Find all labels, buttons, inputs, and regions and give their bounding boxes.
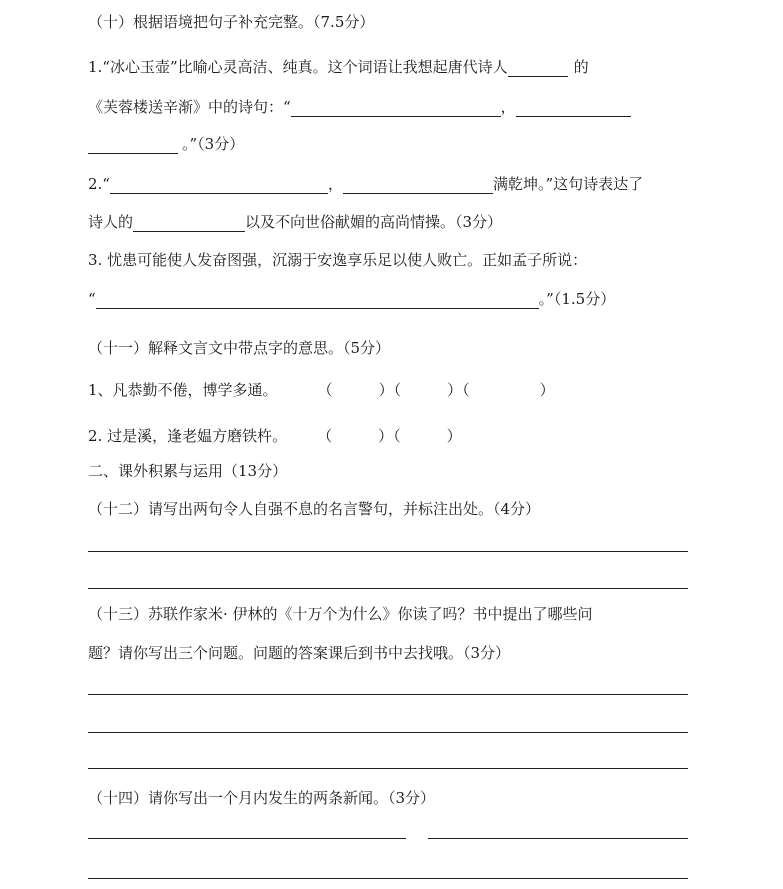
q11-1-paren2-close: ） [447,381,463,399]
verse-blank-4[interactable] [110,179,328,194]
q11-1-paren1-open: （ [317,381,333,399]
q11-2-paren2-close: ） [446,427,462,445]
answer-line-14-1a[interactable] [88,838,406,839]
q10-1-text: 1.“冰心玉壶”比喻心灵高洁、纯真。这个词语让我想起唐代诗人 [88,58,508,76]
q10-1-comma: ， [500,98,516,116]
q10-1-de: 的 [573,58,589,76]
q10-3-line1: 3. 忧患可能使人发奋图强，沉溺于安逸享乐足以使人败亡。正如孟子所说： [88,251,588,269]
q10-1-end: 。”（3分） [182,135,245,153]
section-10-title: （十）根据语境把句子补充完整。（7.5分） [88,13,375,31]
part-2-title: 二、课外积累与运用（13分） [88,462,288,480]
mencius-blank[interactable] [96,294,539,309]
q10-2-line1 [88,174,643,194]
q10-1-line3 [88,134,244,154]
q10-2-mid: 满乾坤。”这句诗表达了 [493,175,644,193]
answer-line-13-1[interactable] [88,694,688,695]
answer-line-14-1b[interactable] [428,838,688,839]
section-13-line1: （十三）苏联作家米· 伊林的《十万个为什么》你读了吗？书中提出了哪些问 [88,605,593,623]
q10-2-rest: 以及不向世俗献媚的高尚情操。（3分） [245,213,503,231]
answer-line-13-3[interactable] [88,768,688,769]
q11-2 [88,426,462,446]
q11-2-paren1-close: ） [378,427,394,445]
answer-line-12-1[interactable] [88,551,688,552]
q11-1-paren3-open: （ [462,381,470,399]
q11-1-paren3-close: ） [539,381,555,399]
section-11-title: （十一）解释文言文中带点字的意思。（5分） [88,339,391,357]
answer-line-13-2[interactable] [88,732,688,733]
answer-line-14-2[interactable] [88,878,688,879]
q10-1-line2 [88,97,631,117]
q10-1-line1 [88,57,589,77]
q10-3-line2 [88,289,615,309]
q10-2-open: 2.“ [88,175,110,193]
answer-line-12-2[interactable] [88,588,688,589]
section-13-line2: 题？请你写出三个问题。问题的答案课后到书中去找哦。（3分） [88,644,511,662]
q10-3-end: 。”（1.5分） [538,290,616,308]
verse-blank-3[interactable] [88,139,178,154]
q11-1-text: 1、凡恭勤不倦，博学多通。 [88,381,278,399]
q10-2-line2 [88,212,502,232]
q11-2-paren2-open: （ [393,427,401,445]
section-14-title: （十四）请你写出一个月内发生的两条新闻。（3分） [88,789,436,807]
quality-blank[interactable] [133,217,245,232]
verse-blank-1[interactable] [291,102,501,117]
q10-3-open: “ [88,290,96,308]
section-12-title: （十二）请写出两句令人自强不息的名言警句，并标注出处。（4分） [88,500,541,518]
q11-1-paren2-open: （ [393,381,402,399]
q11-2-paren1-open: （ [317,427,333,445]
q10-2-poet: 诗人的 [88,213,134,231]
verse-blank-5[interactable] [343,179,493,194]
q11-2-text: 2. 过是溪，逢老媪方磨铁杵。 [88,427,288,445]
q10-1-poem-title: 《芙蓉楼送辛渐》中的诗句：“ [88,98,291,116]
poet-blank[interactable] [508,62,568,77]
q11-1 [88,380,555,400]
verse-blank-2[interactable] [516,102,631,117]
q10-2-comma: ， [327,175,343,193]
q11-1-paren1-close: ） [378,381,394,399]
